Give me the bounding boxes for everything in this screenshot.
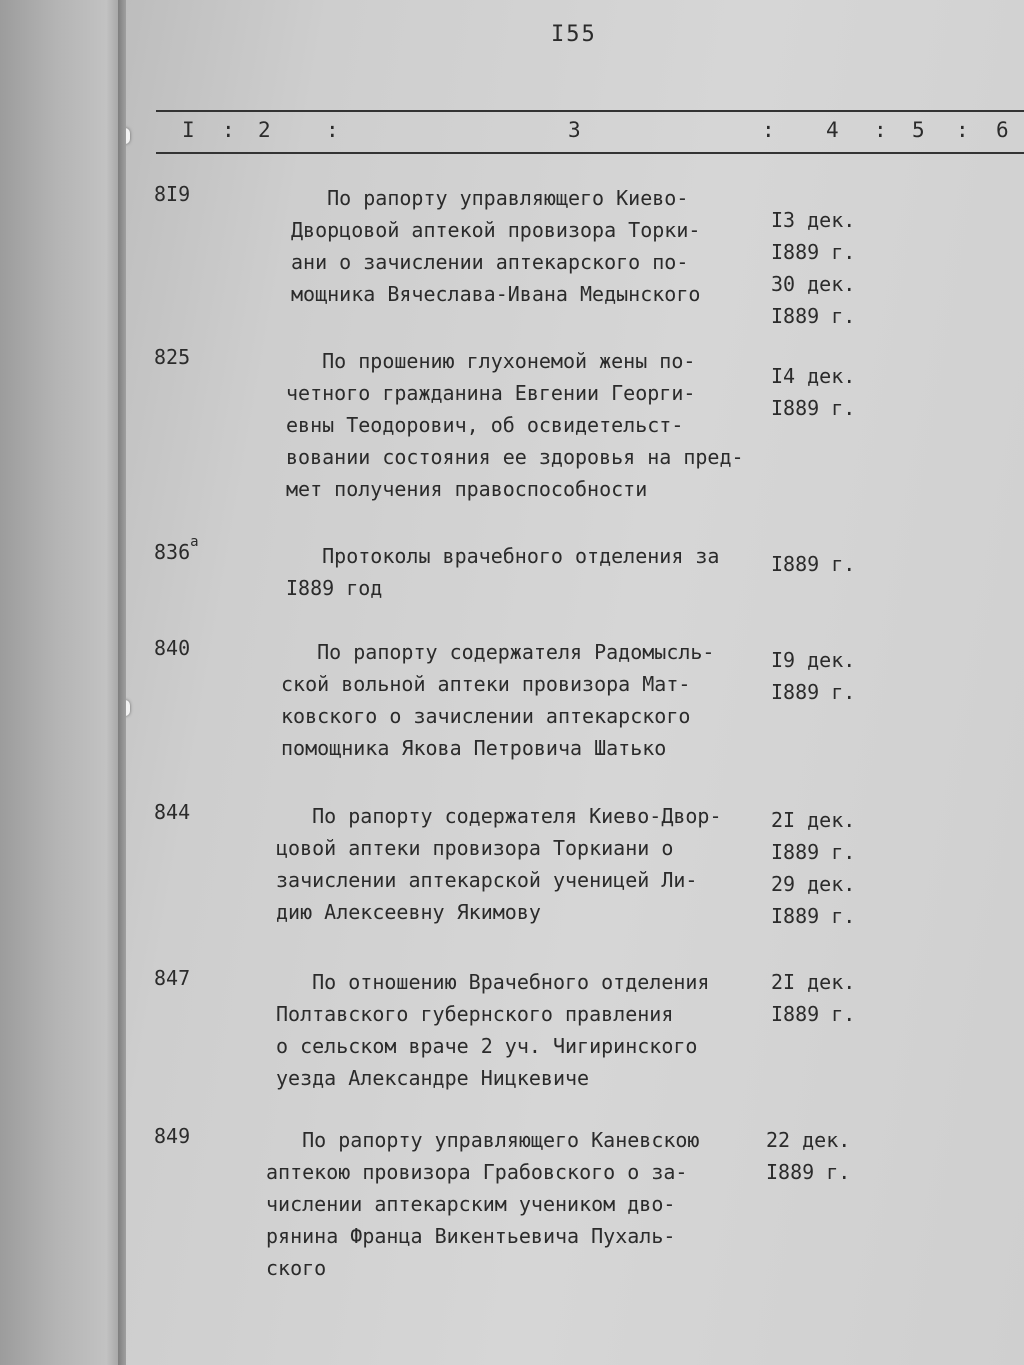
entry-dates: 2I дек. I889 г. — [771, 970, 856, 1026]
entry-number: 825 — [154, 345, 191, 369]
entry-dates: I3 дек. I889 г. 30 дек. I889 г. — [771, 208, 856, 328]
entry-description: По рапорту содержателя Киево-Двор- цовой аптеки провизора Торкиани о зачислении аптекарской ученицей Ли- дию Алексеевну Якимову — [276, 804, 722, 924]
entry-number: 849 — [154, 1124, 191, 1148]
entry-description: По прошению глухонемой жены по- четного гражданина Евгении Георги- евны Теодорович, об освидетельст- вовании состояния ее здоровья на пред- мет получения правоспособности — [286, 349, 744, 501]
header-separator: : — [326, 118, 339, 142]
entry-number-superscript: а — [190, 534, 199, 550]
header-separator: : — [956, 118, 969, 142]
entry-dates: 22 дек. I889 г. — [766, 1128, 851, 1184]
entry-number: 844 — [154, 800, 191, 824]
facing-page — [0, 0, 125, 1365]
header-separator: : — [762, 118, 775, 142]
header-col-6: 6 — [996, 118, 1009, 142]
entry-number: 8I9 — [154, 182, 191, 206]
header-separator: : — [874, 118, 887, 142]
header-col-5: 5 — [912, 118, 925, 142]
entry-description: Протоколы врачебного отделения за I889 год — [286, 544, 720, 600]
header-col-1: I — [182, 118, 195, 142]
entry-description: По рапорту управляющего Каневскою аптекою провизора Грабовского о за- числении аптекарским учеником дво- рянина Франца Викентьевича Пухаль- ского — [266, 1128, 700, 1280]
header-top-rule — [156, 110, 1024, 112]
entry-description: По рапорту содержателя Радомысль- ской вольной аптеки провизора Мат- ковского о зачислении аптекарского помощника Якова Петровича Шатько — [281, 640, 715, 760]
page-number: I55 — [551, 22, 597, 47]
binding-hole — [126, 128, 130, 144]
header-col-3: 3 — [568, 118, 581, 142]
header-separator: : — [222, 118, 235, 142]
binding-hole — [126, 700, 130, 716]
entry-number: 840 — [154, 636, 191, 660]
entry-number: $836^а$ — [154, 534, 199, 564]
header-col-2: 2 — [258, 118, 271, 142]
entry-description: По отношению Врачебного отделения Полтавского губернского правления о сельском враче 2 уч. Чигиринского уезда Александре Ницкевиче — [276, 970, 710, 1090]
entry-dates: I889 г. — [771, 552, 856, 576]
document-page — [126, 0, 1024, 1365]
entry-dates: I9 дек. I889 г. — [771, 648, 856, 704]
entry-description: По рапорту управляющего Киево- Дворцовой аптекой провизора Торки- ани о зачислении аптекарского по- мощника Вячеслава-Ивана Медынского — [291, 186, 701, 306]
entry-number: 847 — [154, 966, 191, 990]
header-bottom-rule — [156, 152, 1024, 154]
entry-dates: 2I дек. I889 г. 29 дек. I889 г. — [771, 808, 856, 928]
entry-dates: I4 дек. I889 г. — [771, 364, 856, 420]
header-col-4: 4 — [826, 118, 839, 142]
